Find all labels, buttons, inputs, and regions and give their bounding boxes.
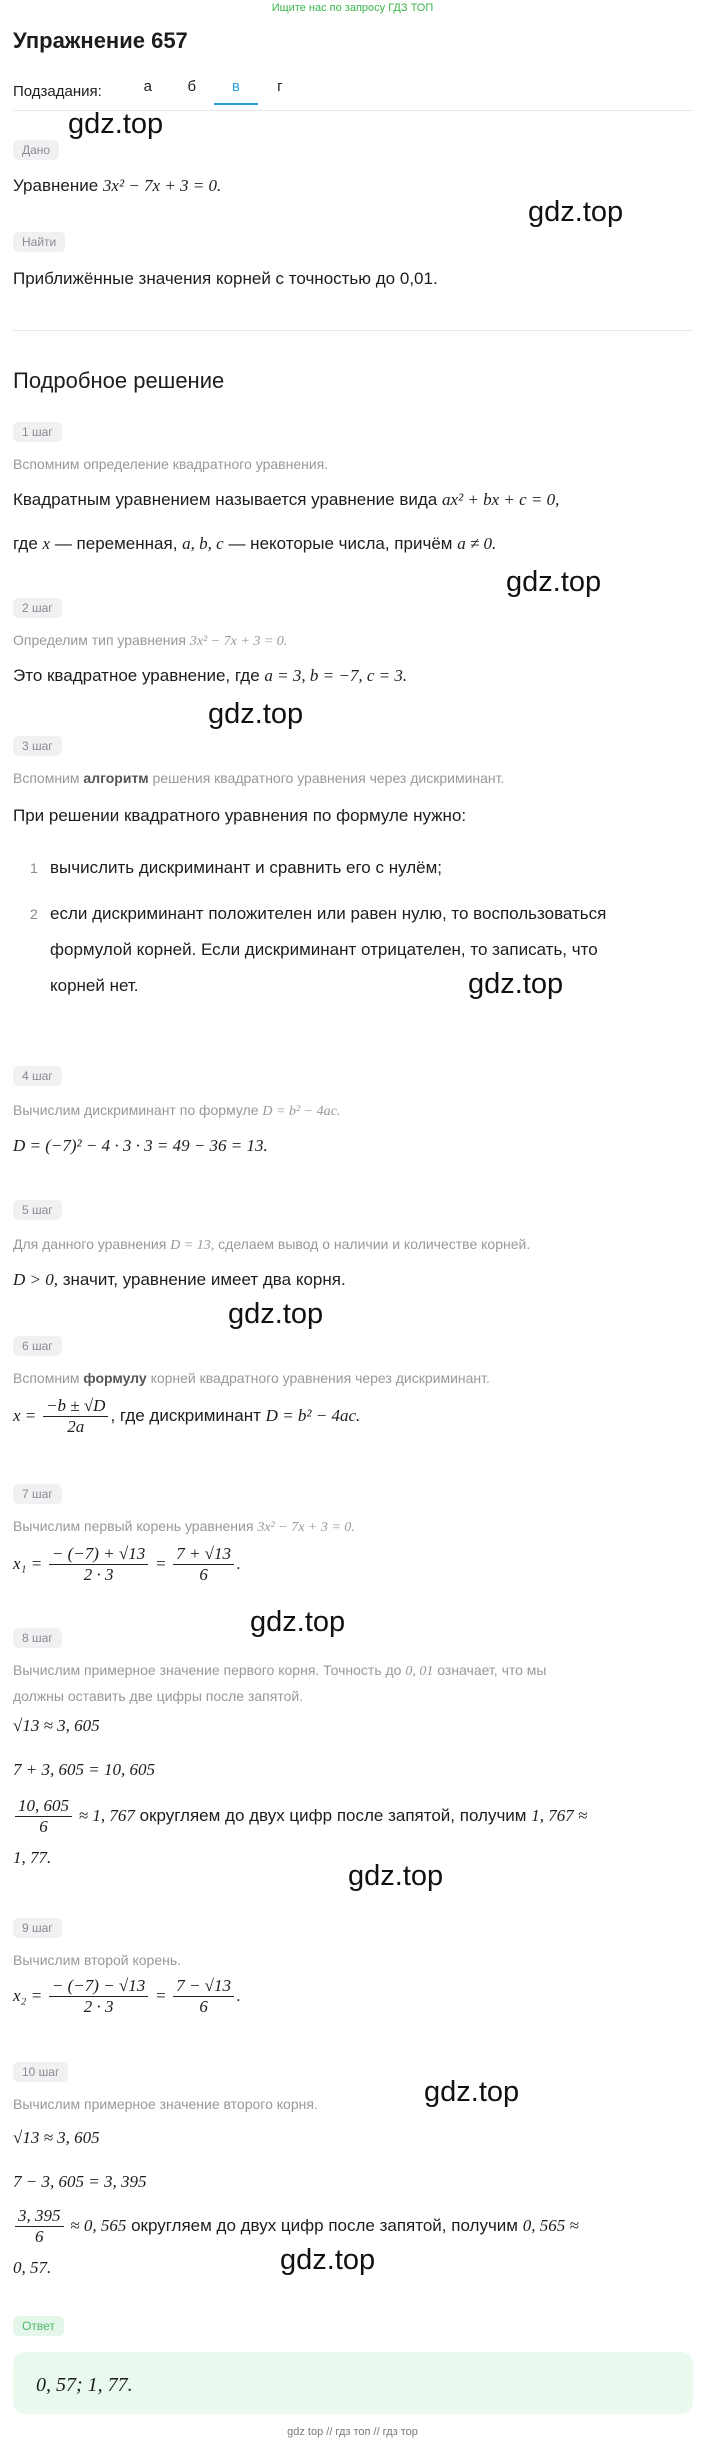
footer-links: gdz top // гдз топ // гдз тор — [287, 2426, 418, 2438]
find-text: Приближённые значения корней с точностью до 0,01. — [13, 269, 438, 288]
subtask-label: Подзадания: — [13, 83, 102, 100]
step-badge: 8 шаг — [13, 1628, 62, 1648]
list-item: вычислить дискриминант и сравнить его с нулём; — [50, 858, 443, 877]
step-text: Квадратным уравнением называется уравнение вида ax² + bx + c = 0, — [13, 490, 560, 509]
search-hint-banner: Ищите нас по запросу ГДЗ ТОП — [271, 2, 434, 14]
given-text: Уравнение 3x² − 7x + 3 = 0. — [13, 176, 222, 195]
step-hint: Вычислим примерное значение первого корня. Точность до 0, 01 означает, что мы — [13, 1662, 547, 1679]
page-title: Упражнение 657 — [13, 28, 188, 53]
list-item: корней нет. — [50, 976, 139, 995]
fraction: $\frac{- (-7) - √13}{2 \cdot 3}$ — [49, 1976, 148, 2017]
watermark: gdz.top — [208, 698, 304, 730]
list-number: 2 — [30, 906, 38, 922]
solution-heading: Подробное решение — [13, 368, 225, 393]
step-text: При решении квадратного уравнения по формуле нужно: — [13, 806, 467, 825]
step-math: $\frac{3, 395}{6}$ ≈ 0, 565 округляем до двух цифр после запятой, получим 0, 565 ≈ — [13, 2206, 579, 2247]
step-badge: 6 шаг — [13, 1336, 62, 1356]
step-math: √13 ≈ 3, 605 — [13, 2128, 100, 2147]
tab-v[interactable]: в — [214, 78, 258, 105]
watermark: gdz.top — [348, 1860, 444, 1892]
step-badge: 3 шаг — [13, 736, 62, 756]
step-math: 1, 77. — [13, 1848, 52, 1867]
step-math: 0, 57. — [13, 2258, 52, 2277]
watermark: gdz.top — [506, 566, 602, 598]
step-hint: Вспомним алгоритм решения квадратного уравнения через дискриминант. — [13, 770, 505, 786]
step-hint: Определим тип уравнения 3x² − 7x + 3 = 0. — [13, 632, 288, 649]
watermark: gdz.top — [68, 108, 164, 140]
list-item: если дискриминант положителен или равен нулю, то воспользоваться — [50, 904, 607, 923]
step-badge: 9 шаг — [13, 1918, 62, 1938]
step-text: Это квадратное уравнение, где a = 3, b = −7, c = 3. — [13, 666, 408, 685]
fraction: $\frac{3, 395}{6}$ — [15, 2206, 64, 2247]
step-text: где x — переменная, a, b, c — некоторые числа, причём a ≠ 0. — [13, 534, 497, 553]
watermark: gdz.top — [468, 968, 564, 1000]
step-hint: Вычислим первый корень уравнения 3x² − 7x + 3 = 0. — [13, 1518, 355, 1535]
tab-a[interactable]: а — [143, 78, 152, 95]
step-badge: 4 шаг — [13, 1066, 62, 1086]
step-math: 7 + 3, 605 = 10, 605 — [13, 1760, 155, 1779]
step-hint: Вычислим дискриминант по формуле D = b² − 4ac. — [13, 1102, 341, 1119]
subtask-tabs — [13, 78, 302, 105]
answer-badge: Ответ — [13, 2316, 64, 2336]
fraction: $\frac{-b \pm √D}{2a}$ — [43, 1396, 108, 1437]
step-badge: 1 шаг — [13, 422, 62, 442]
step-math: D = (−7)² − 4 · 3 · 3 = 49 − 36 = 13. — [13, 1136, 268, 1155]
step-hint: Для данного уравнения D = 13, сделаем вывод о наличии и количестве корней. — [13, 1236, 531, 1253]
step-badge: 7 шаг — [13, 1484, 62, 1504]
step-badge: 2 шаг — [13, 598, 62, 618]
find-badge: Найти — [13, 232, 65, 252]
step-math: √13 ≈ 3, 605 — [13, 1716, 100, 1735]
step-math: 7 − 3, 605 = 3, 395 — [13, 2172, 147, 2191]
step-math: $\frac{10, 605}{6}$ ≈ 1, 767 округляем до двух цифр после запятой, получим 1, 767 ≈ — [13, 1796, 587, 1837]
fraction: $\frac{10, 605}{6}$ — [15, 1796, 72, 1837]
root-formula: x = $\frac{-b \pm √D}{2a}$ , где дискриминант D = b² − 4ac. — [13, 1396, 361, 1436]
list-number: 1 — [30, 860, 38, 876]
root-2-formula: x₂ = $\frac{- (-7) - √13}{2 \cdot 3}$ = $\frac{7 - √13}{6}$ . — [13, 1976, 241, 2016]
watermark: gdz.top — [424, 2076, 520, 2108]
divider — [13, 330, 693, 331]
watermark: gdz.top — [528, 196, 624, 228]
step-hint: Вспомним определение квадратного уравнения. — [13, 456, 329, 472]
tab-g[interactable]: г — [277, 78, 283, 95]
list-item: формулой корней. Если дискриминант отрицателен, то записать, что — [50, 940, 598, 959]
root-1-formula: x₁ = $\frac{- (-7) + √13}{2 \cdot 3}$ = $\frac{7 + √13}{6}$ . — [13, 1544, 241, 1584]
given-badge: Дано — [13, 140, 59, 160]
step-text: D > 0, значит, уравнение имеет два корня. — [13, 1270, 346, 1289]
fraction: $\frac{7 - √13}{6}$ — [173, 1976, 234, 2017]
fraction: $\frac{- (-7) + √13}{2 \cdot 3}$ — [49, 1544, 148, 1585]
watermark: gdz.top — [228, 1298, 324, 1330]
tab-b[interactable]: б — [187, 78, 197, 95]
step-hint: Вспомним формулу корней квадратного уравнения через дискриминант. — [13, 1370, 490, 1386]
step-badge: 10 шаг — [13, 2062, 68, 2082]
step-hint: Вычислим примерное значение второго корня. — [13, 2096, 318, 2112]
fraction: $\frac{7 + √13}{6}$ — [173, 1544, 234, 1585]
step-hint: Вычислим второй корень. — [13, 1952, 182, 1968]
watermark: gdz.top — [280, 2244, 376, 2276]
answer-value: 0, 57; 1, 77. — [36, 2374, 133, 2396]
step-badge: 5 шаг — [13, 1200, 62, 1220]
step-hint: должны оставить две цифры после запятой. — [13, 1688, 304, 1704]
watermark: gdz.top — [250, 1606, 346, 1638]
